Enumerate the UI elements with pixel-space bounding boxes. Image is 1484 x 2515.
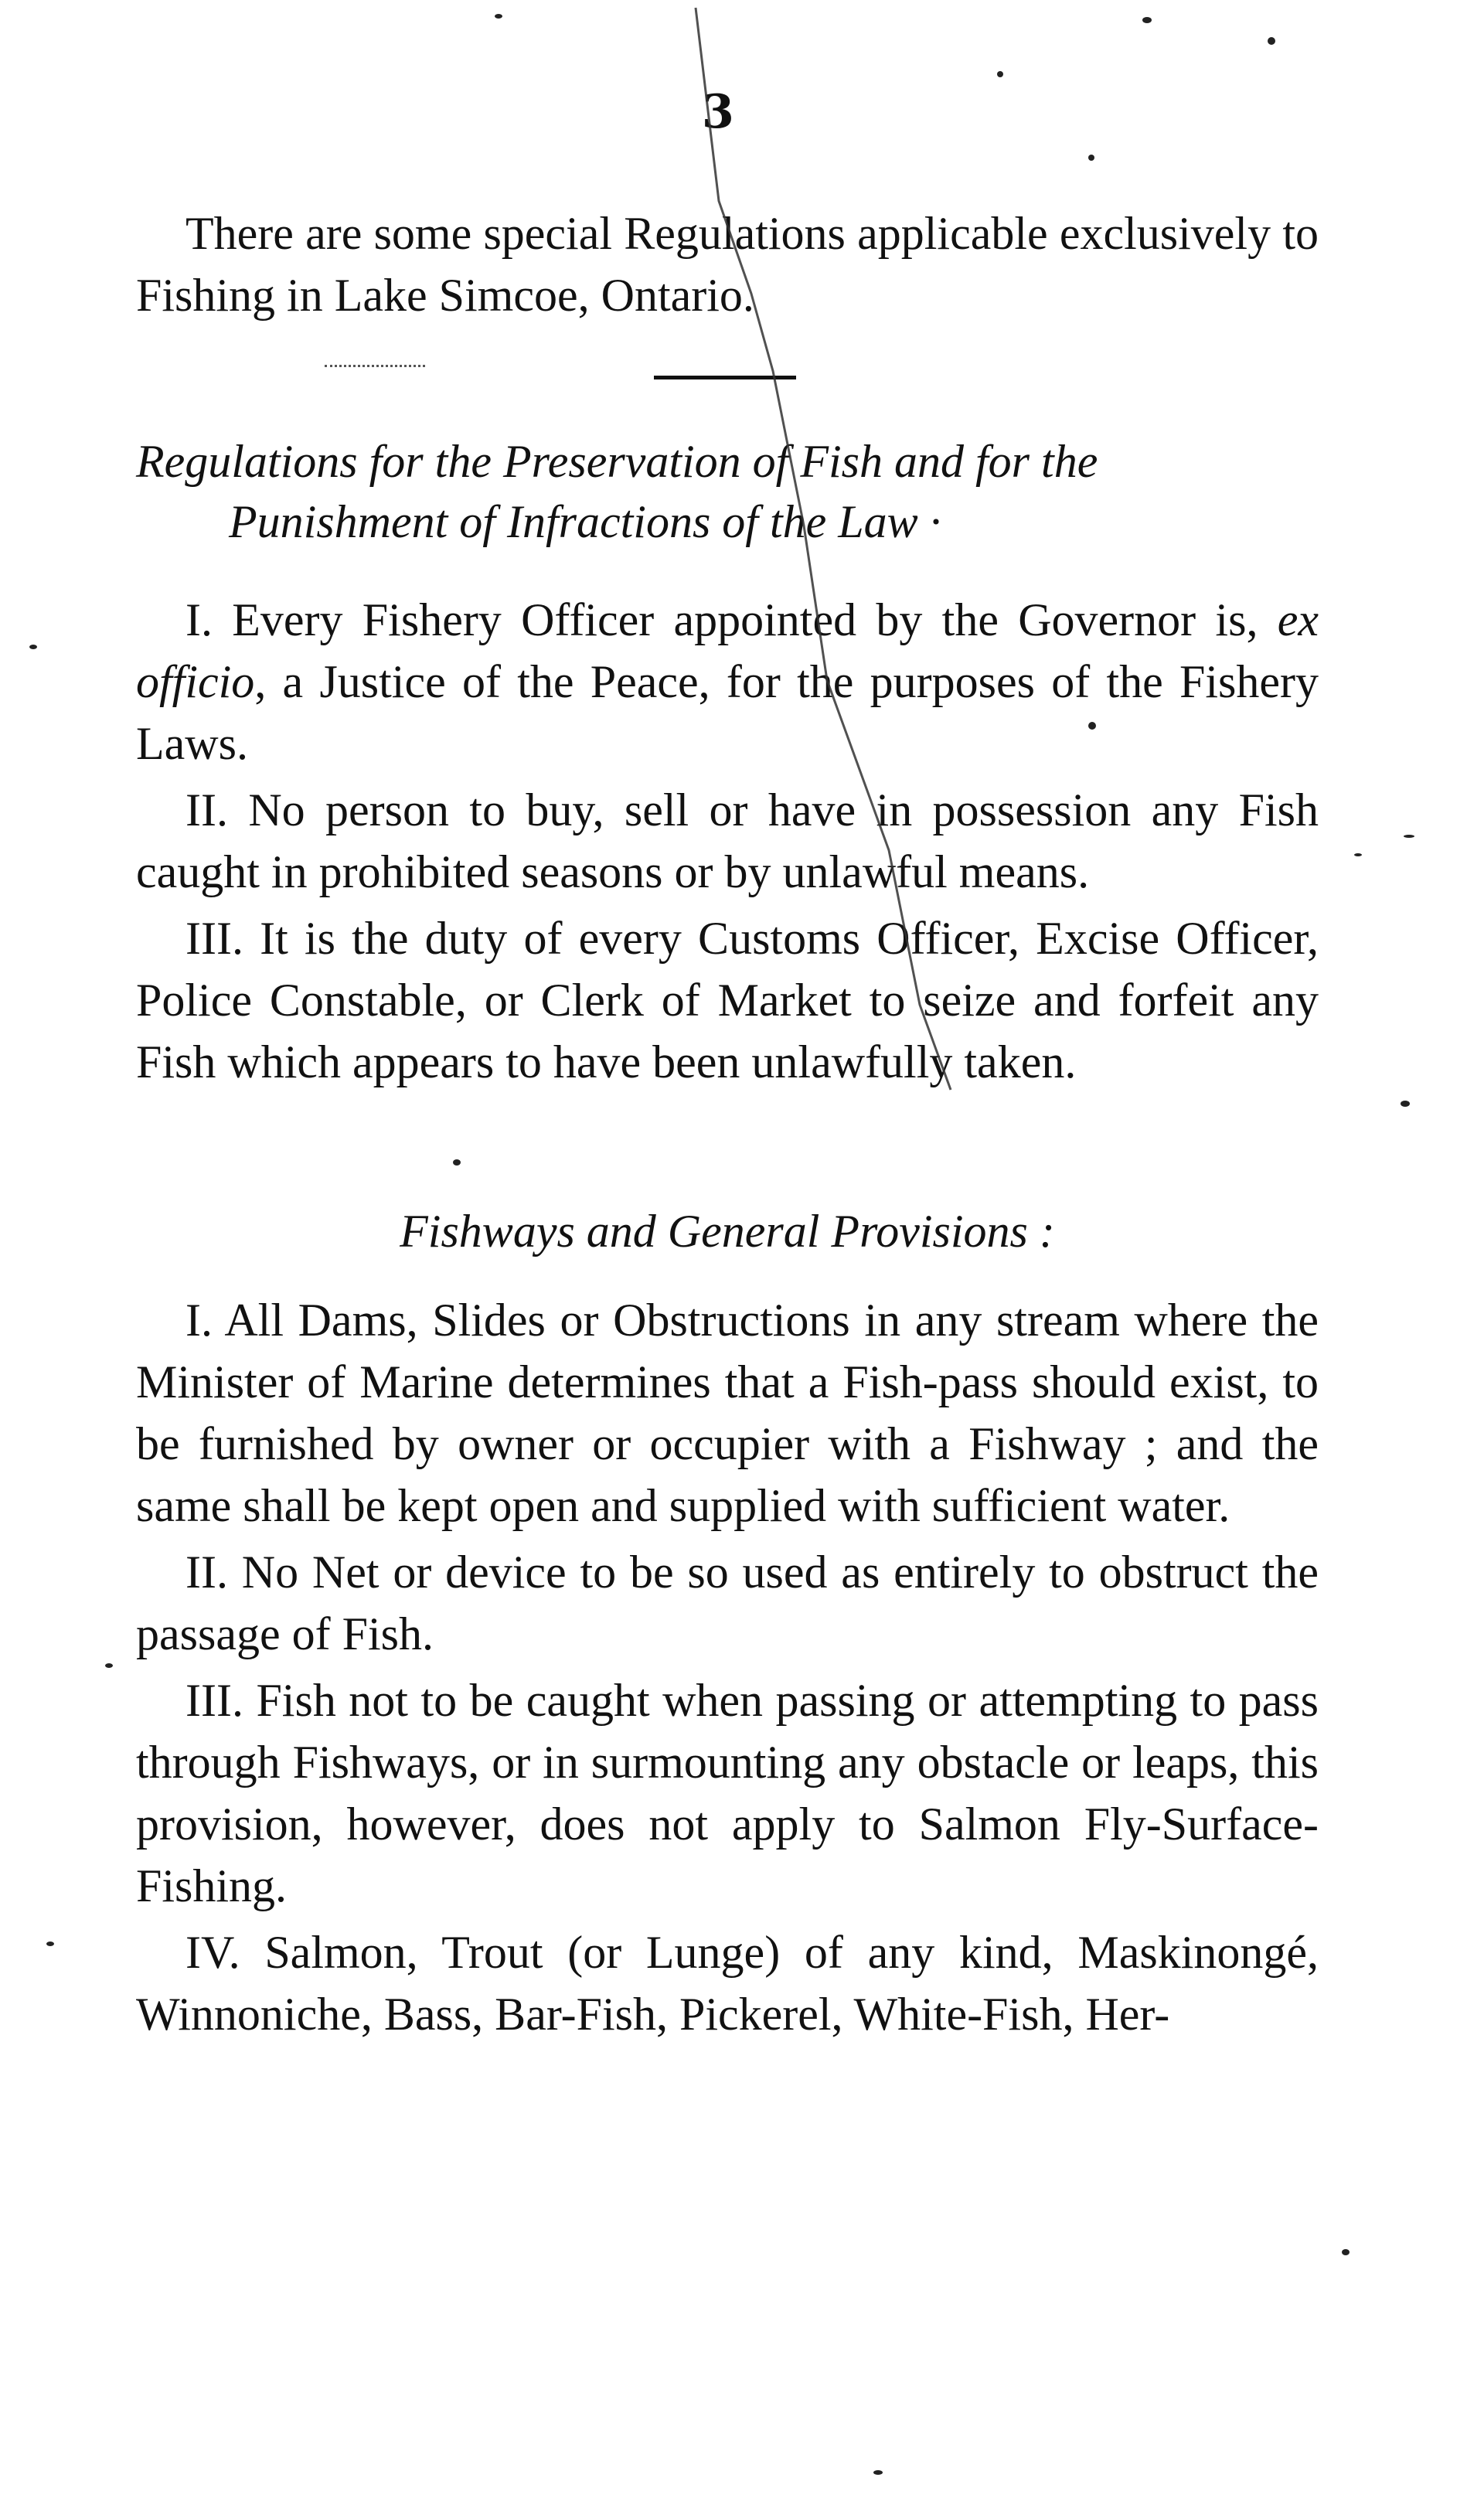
provision-item-2: [136, 1541, 1319, 1665]
item-numeral: IV.: [186, 1927, 240, 1978]
provision-item-4: [136, 1921, 1319, 2045]
ink-speck: [105, 1663, 113, 1668]
item-numeral: II.: [186, 784, 228, 835]
item-numeral: III.: [186, 913, 243, 964]
ink-speck: [1268, 37, 1275, 45]
regulation-item-2: [136, 779, 1319, 903]
ink-speck: [1401, 1101, 1410, 1107]
item-italic-term: ex officio: [136, 594, 1319, 707]
heading-line-2: Punishment of Infractions of the Law ·: [229, 496, 941, 547]
ink-speck: [1404, 835, 1414, 838]
ink-speck: [873, 2470, 883, 2475]
ink-speck: [29, 645, 37, 649]
item-text: Salmon, Trout (or Lunge) of any kind, Maskinongé, Winnoniche, Bass, Bar-Fish, Pickerel, White-Fish, Her-: [136, 1927, 1319, 2040]
ink-speck: [453, 1159, 461, 1166]
ink-speck: [495, 14, 502, 19]
provision-item-1: [136, 1289, 1319, 1537]
item-text: All Dams, Slides or Obstructions in any stream where the Minister of Marine determines that a Fish-pass should exist, to be furnished by owner or occupier with a Fishway ; and the same shall be kept open and supplied with sufficient water.: [136, 1295, 1319, 1531]
ink-smudge: [325, 365, 425, 369]
ink-speck: [1088, 155, 1094, 161]
item-text: No person to buy, sell or have in possession any Fish caught in prohibited seasons or by unlawful means.: [136, 784, 1319, 897]
ink-speck: [46, 1942, 54, 1946]
regulations-list: [136, 589, 1319, 1098]
item-numeral: III.: [186, 1675, 243, 1726]
section-divider-rule: [654, 376, 796, 379]
item-text: Every Fishery Officer appointed by the Governor is,: [232, 594, 1278, 645]
ink-speck: [997, 71, 1003, 77]
ink-speck: [1142, 17, 1152, 23]
ink-speck: [1354, 853, 1362, 856]
item-text: Fish not to be caught when passing or attempting to pass through Fishways, or in surmounting any obstacle or leaps, this provision, however, does not apply to Salmon Fly-Surface-Fishing.: [136, 1675, 1319, 1911]
regulation-item-3: [136, 907, 1319, 1093]
item-numeral: II.: [186, 1547, 228, 1598]
heading-line-1: Regulations for the Preservation of Fish and for the: [136, 436, 1098, 487]
item-numeral: I.: [186, 1295, 213, 1346]
page-number: 3: [702, 85, 734, 139]
fishways-list: [136, 1289, 1319, 2050]
ink-speck: [1342, 2249, 1350, 2255]
item-numeral: I.: [186, 594, 213, 645]
provision-item-3: [136, 1669, 1319, 1917]
ink-speck: [1088, 722, 1096, 730]
item-text: It is the duty of every Customs Officer, Excise Officer, Police Constable, or Clerk of Market to seize and forfeit any Fish which appears to have been unlawfully taken.: [136, 913, 1319, 1087]
intro-paragraph: There are some special Regulations applicable exclusively to Fishing in Lake Simcoe, Ontario.: [136, 208, 1319, 321]
item-text-after: , a Justice of the Peace, for the purposes of the Fishery Laws.: [136, 656, 1319, 769]
section-heading-regulations: [136, 431, 1319, 552]
section-heading-fishways: Fishways and General Provisions :: [400, 1206, 1055, 1257]
item-text: No Net or device to be so used as entirely to obstruct the passage of Fish.: [136, 1547, 1319, 1659]
regulation-item-1: [136, 589, 1319, 774]
